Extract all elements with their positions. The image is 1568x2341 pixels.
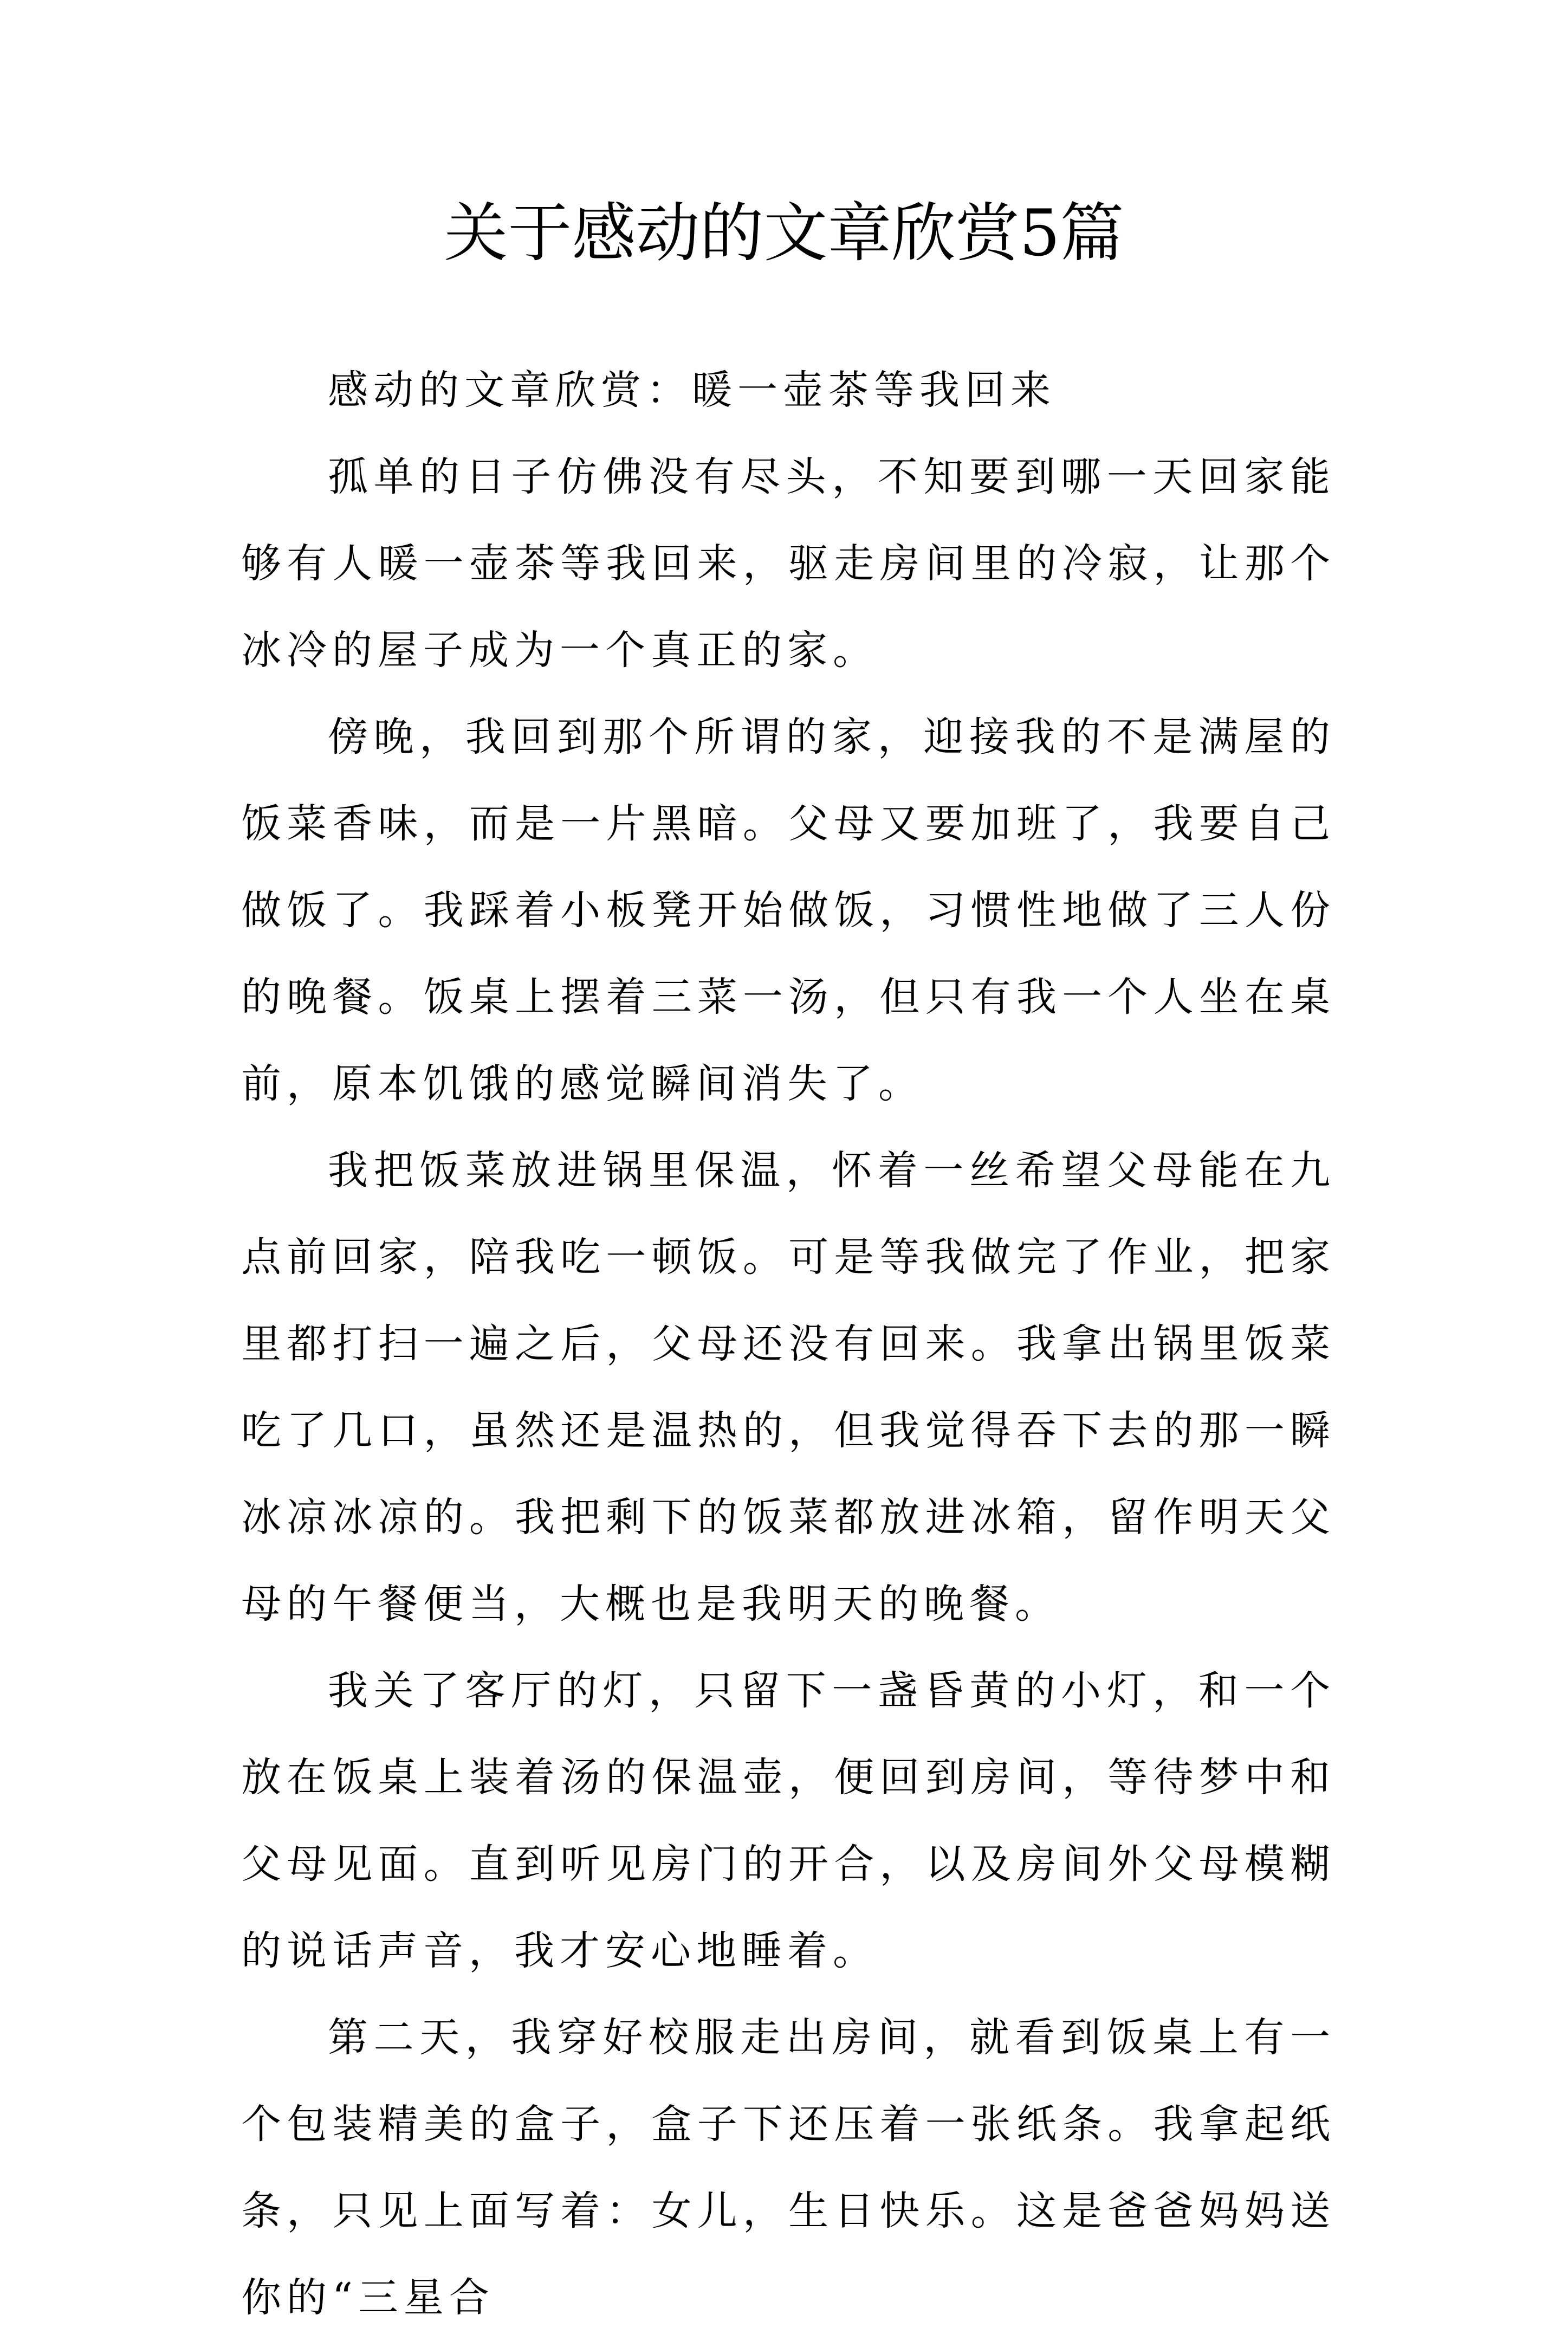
document-title: 关于感动的文章欣赏5篇 — [444, 196, 1124, 270]
paragraph: 我把饭菜放进锅里保温，怀着一丝希望父母能在九点前回家，陪我吃一顿饭。可是等我做完了作业，把家里都打扫一遍之后，父母还没有回来。我拿出锅里饭菜吃了几口，虽然还是温热的，但我觉得吞下去的那一瞬冰凉冰凉的。我把剩下的饭菜都放进冰箱，留作明天父母的午餐便当，大概也是我明天的晚餐。 — [241, 1147, 1336, 1627]
paragraph: 我关了客厅的灯，只留下一盏昏黄的小灯，和一个放在饭桌上装着汤的保温壶，便回到房间，等待梦中和父母见面。直到听见房门的开合，以及房间外父母模糊的说话声音，我才安心地睡着。 — [241, 1667, 1336, 1974]
paragraph: 孤单的日子仿佛没有尽头，不知要到哪一天回家能够有人暖一壶茶等我回来，驱走房间里的冷寂，让那个冰冷的屋子成为一个真正的家。 — [241, 454, 1336, 674]
document-body — [241, 347, 1336, 2341]
paragraph: 傍晚，我回到那个所谓的家，迎接我的不是满屋的饭菜香味，而是一片黑暗。父母又要加班了，我要自己做饭了。我踩着小板凳开始做饭，习惯性地做了三人份的晚餐。饭桌上摆着三菜一汤，但只有我一个人坐在桌前，原本饥饿的感觉瞬间消失了。 — [241, 714, 1336, 1107]
section-heading: 感动的文章欣赏：暖一壶茶等我回来 — [328, 367, 1056, 413]
paragraph: 第二天，我穿好校服走出房间，就看到饭桌上有一个包装精美的盒子，盒子下还压着一张纸条。我拿起纸条，只见上面写着：女儿，生日快乐。这是爸爸妈妈送你的“三星合 — [241, 2014, 1336, 2321]
